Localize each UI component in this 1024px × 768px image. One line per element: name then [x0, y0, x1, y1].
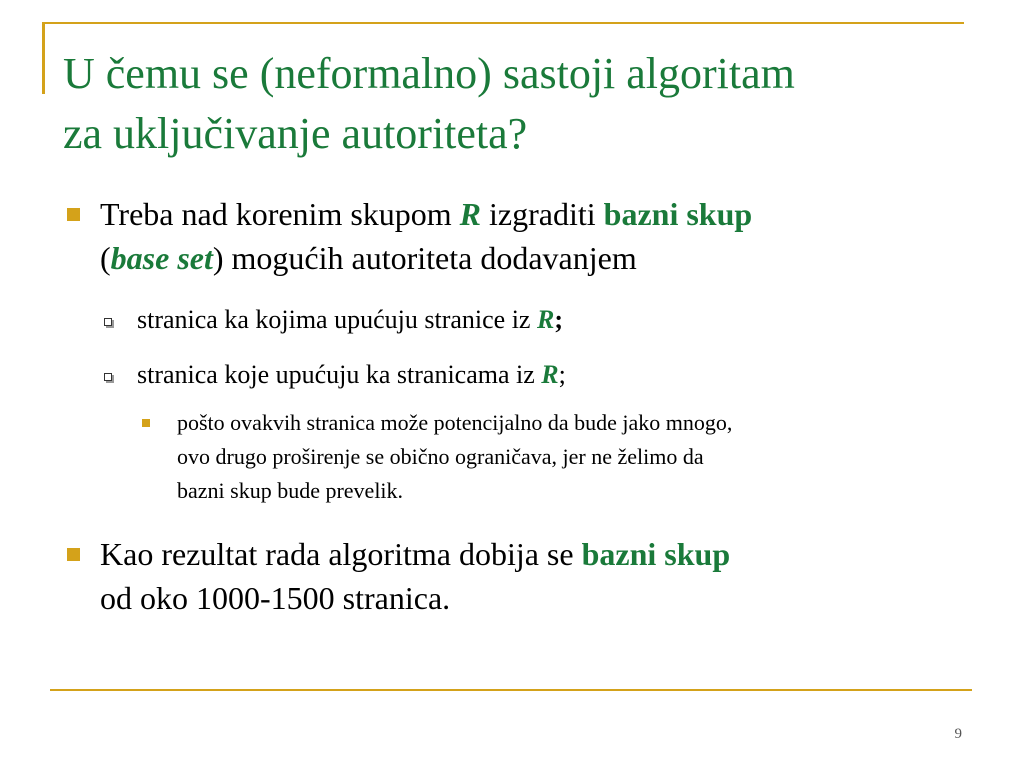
- bullet-2: [100, 532, 970, 620]
- paren-open: (: [100, 240, 111, 276]
- term-bazni-skup: bazni skup: [603, 196, 753, 232]
- bullet-small-square-icon: [142, 419, 150, 427]
- page-number: 9: [954, 726, 962, 742]
- sub-bullet-1a: [137, 302, 957, 338]
- sub-sub-bullet-note: [177, 406, 967, 508]
- bullet-square-icon: [67, 548, 80, 561]
- semicolon: ;: [554, 305, 563, 334]
- bullet-hollow-square-icon: [104, 318, 112, 326]
- accent-bottom-line: [50, 689, 972, 691]
- bullet-square-icon: [67, 208, 80, 221]
- term-bazni-skup: bazni skup: [581, 536, 731, 572]
- semicolon: ;: [558, 360, 566, 389]
- bullet-2-text-a: Kao rezultat rada algoritma dobija se: [100, 536, 582, 572]
- bullet-hollow-square-icon: [104, 373, 112, 381]
- sub-bullet-1b: [137, 357, 957, 393]
- set-r-label: R: [459, 196, 482, 232]
- sub-bullet-1a-text: stranica ka kojima upućuju stranice iz: [137, 305, 537, 334]
- bullet-1-text-a: Treba nad korenim skupom: [100, 196, 460, 232]
- set-r-label: R: [536, 305, 555, 334]
- sub-bullet-1b-text: stranica koje upućuju ka stranicama iz: [137, 360, 542, 389]
- bullet-1-line-1: [100, 192, 970, 236]
- bullet-1-line-2: [100, 236, 970, 280]
- title-line-2: za uključivanje autoriteta?: [63, 109, 528, 158]
- title-line-1: U čemu se (neformalno) sastoji algoritam: [63, 49, 795, 98]
- bullet-2-line-2: od oko 1000-1500 stranica.: [100, 580, 451, 616]
- bullet-1: [100, 192, 970, 280]
- note-line-1: pošto ovakvih stranica može potencijalno da bude jako mnogo,: [177, 410, 733, 435]
- set-r-label: R: [541, 360, 559, 389]
- note-line-2: ovo drugo proširenje se obično ograničava, jer ne želimo da: [177, 444, 704, 469]
- bullet-1-text-b: izgraditi: [481, 196, 604, 232]
- bullet-2-line-1: [100, 532, 970, 576]
- term-base-set: base set: [110, 240, 213, 276]
- note-line-3: bazni skup bude prevelik.: [177, 478, 404, 503]
- bullet-1-text-c: ) mogućih autoriteta dodavanjem: [212, 240, 637, 276]
